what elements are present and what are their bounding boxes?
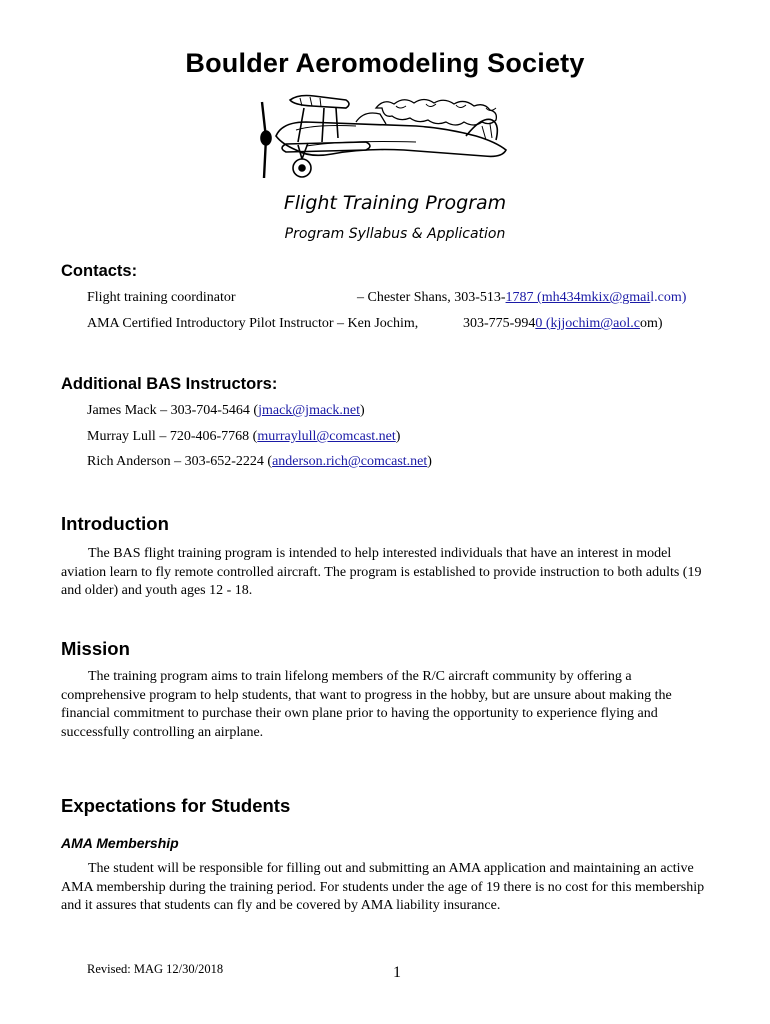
instructor-email-tail: om) xyxy=(639,316,663,331)
instructor-close: ) xyxy=(360,403,365,418)
coordinator-email-link[interactable]: 1787 (mh434mkix@gmai xyxy=(505,290,651,305)
mission-heading: Mission xyxy=(61,638,130,659)
instructor-text: Murray Lull – 720-406-7768 ( xyxy=(87,429,258,444)
introduction-body: The BAS flight training program is intended to help interested individuals that have an interest in model aviation learn to fly remote controlled aircraft. The program is established to provide instruction to both adults (19 and older) and youth ages 12 - 18. xyxy=(61,546,702,598)
instructor-email-link[interactable]: anderson.rich@comcast.net xyxy=(272,454,428,469)
instructor-contact xyxy=(463,316,663,332)
instructor-role: AMA Certified Introductory Pilot Instructor – Ken Jochim, xyxy=(87,316,419,331)
ama-membership-body: The student will be responsible for filling out and submitting an AMA application and maintaining an active AMA membership during the training period. For students under the age of 19 there is no cost for this membership and it assures that students can fly and be covered by AMA liability insurance. xyxy=(61,861,705,913)
program-title: Flight Training Program xyxy=(283,192,507,214)
ama-membership-heading: AMA Membership xyxy=(61,835,179,851)
instructor-item xyxy=(87,403,365,419)
program-subtitle: Program Syllabus & Application xyxy=(284,226,506,242)
instructor-email-link[interactable]: 0 (kjjochim@aol.c xyxy=(535,316,640,331)
biplane-illustration xyxy=(246,86,546,186)
coordinator-role: Flight training coordinator xyxy=(87,290,236,305)
instructor-close: ) xyxy=(427,454,432,469)
document-title: Boulder Aeromodeling Society xyxy=(185,48,585,78)
introduction-heading: Introduction xyxy=(61,513,169,534)
page-number: 1 xyxy=(393,964,401,981)
coordinator-info: – Chester Shans, 303-513- xyxy=(357,290,506,305)
revision-note: Revised: MAG 12/30/2018 xyxy=(87,962,224,976)
contacts-heading: Contacts: xyxy=(61,262,138,280)
instructor-phone: 303-775-994 xyxy=(463,316,536,331)
instructor-email-link[interactable]: jmack@jmack.net xyxy=(258,403,360,418)
instructors-heading: Additional BAS Instructors: xyxy=(61,375,278,393)
mission-body: The training program aims to train lifelong members of the R/C aircraft community by offering a comprehensive program to help students, that want to progress in the hobby, but are unsure about making the financial commitment to purchase their own plane prior to having the opportunity to experience flying and successfully controlling an airplane. xyxy=(61,669,672,740)
instructor-text: Rich Anderson – 303-652-2224 ( xyxy=(87,454,273,469)
instructor-email-link[interactable]: murraylull@comcast.net xyxy=(257,429,396,444)
instructor-item xyxy=(87,454,432,470)
instructor-item xyxy=(87,429,400,445)
instructor-text: James Mack – 303-704-5464 ( xyxy=(87,403,259,418)
expectations-heading: Expectations for Students xyxy=(61,795,291,816)
coordinator-contact xyxy=(357,290,686,306)
coordinator-email-tail: l.com) xyxy=(650,290,687,305)
instructor-close: ) xyxy=(395,429,401,444)
